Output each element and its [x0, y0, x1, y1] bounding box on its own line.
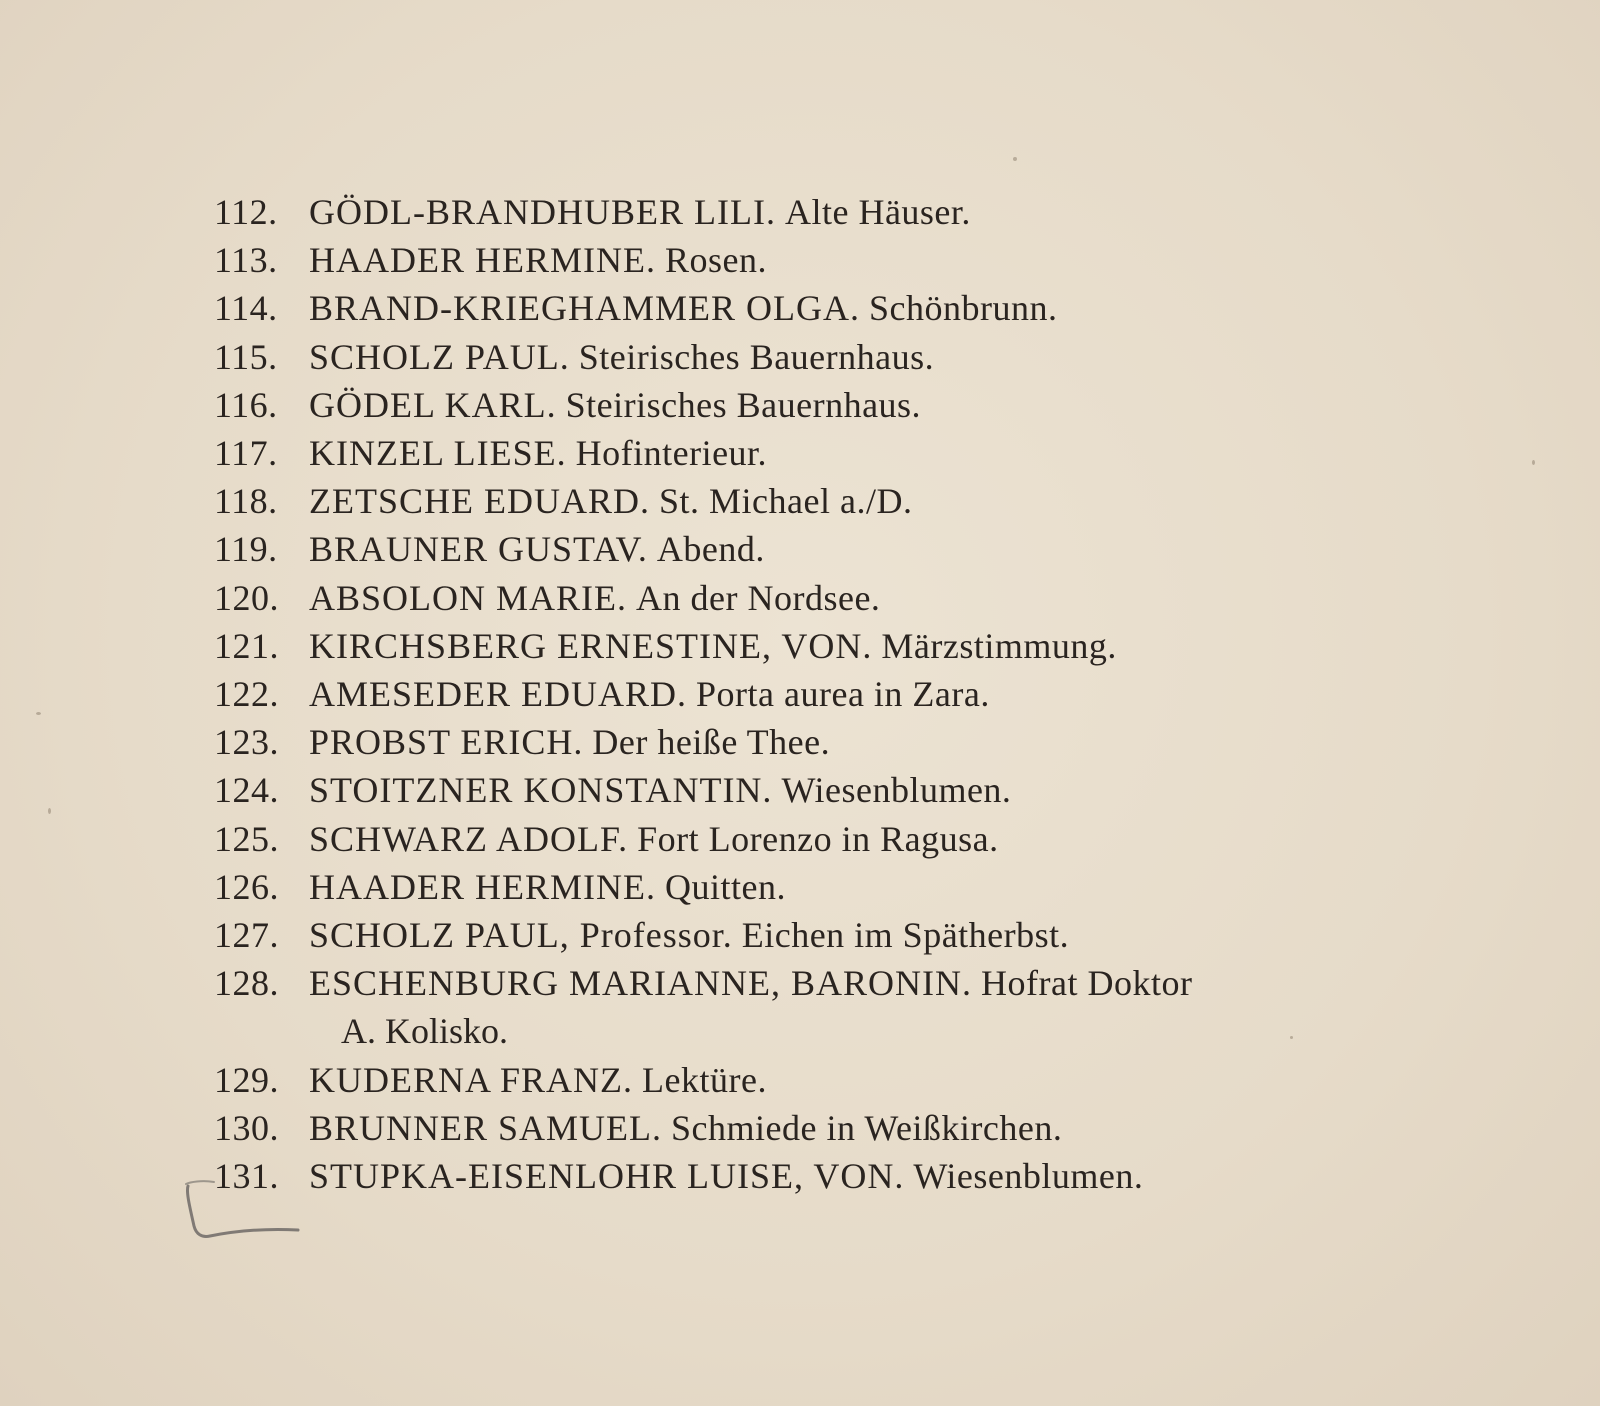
- entry-title: Rosen.: [664, 240, 767, 281]
- entry-text: [309, 574, 880, 622]
- catalog-entry: [214, 525, 1414, 573]
- entry-text: [309, 766, 1011, 814]
- entry-artist: ABSOLON MARIE.: [309, 577, 628, 618]
- entry-text: [309, 429, 767, 477]
- entry-artist: SCHWARZ ADOLF.: [309, 818, 629, 859]
- entry-number: 120.: [214, 577, 279, 618]
- entry-number: 125.: [214, 818, 279, 859]
- entry-artist: SCHOLZ PAUL, Professor.: [309, 915, 733, 956]
- entry-artist: KINZEL LIESE.: [309, 433, 567, 474]
- entry-number: 129.: [214, 1059, 279, 1100]
- catalog-entry: [214, 815, 1414, 863]
- entry-title-continuation: A. Kolisko.: [341, 1011, 509, 1052]
- catalog-entry: [214, 477, 1414, 525]
- entry-number: 119.: [214, 529, 278, 570]
- entry-artist: BRAND-KRIEGHAMMER OLGA.: [309, 288, 860, 329]
- entry-text: [309, 1056, 767, 1104]
- entry-text: [309, 236, 767, 284]
- entry-text: [309, 1104, 1062, 1152]
- pencil-bracket-mark: [180, 1178, 310, 1258]
- entry-artist: STUPKA-EISENLOHR LUISE, VON.: [309, 1156, 905, 1197]
- entry-number: 131.: [214, 1156, 279, 1197]
- catalog-entry: [214, 1104, 1414, 1152]
- entry-number: 130.: [214, 1107, 279, 1148]
- entry-title: Steirisches Bauernhaus.: [578, 336, 935, 377]
- entry-text: [309, 959, 1192, 1055]
- catalog-entry: [214, 188, 1414, 236]
- entry-text: [309, 670, 990, 718]
- entry-number: 121.: [214, 625, 279, 666]
- paper-speck: [1290, 1036, 1293, 1039]
- entry-text: [309, 911, 1069, 959]
- catalog-entry: [214, 959, 1414, 1055]
- entry-text: [309, 863, 786, 911]
- entry-number: 123.: [214, 722, 279, 763]
- entry-text: [309, 477, 912, 525]
- entry-title: Hofrat Doktor: [981, 963, 1193, 1004]
- catalog-entry: [214, 911, 1414, 959]
- entry-artist: KIRCHSBERG ERNESTINE, VON.: [309, 625, 873, 666]
- paper-speck: [48, 808, 51, 814]
- catalog-entry: [214, 1152, 1414, 1200]
- entry-number: 126.: [214, 866, 279, 907]
- entry-title: Alte Häuser.: [784, 192, 971, 232]
- entry-title: Der heiße Thee.: [592, 722, 831, 763]
- entry-text: [309, 1152, 1143, 1200]
- catalog-entry: [214, 381, 1414, 429]
- catalog-entry: [214, 284, 1414, 332]
- entry-title: Steirisches Bauernhaus.: [565, 384, 922, 425]
- entry-text: [309, 525, 765, 573]
- catalog-entry: [214, 574, 1414, 622]
- entry-number: 115.: [214, 336, 278, 377]
- paper-speck: [1532, 460, 1535, 465]
- entry-title: Wiesenblumen.: [913, 1156, 1144, 1197]
- entry-artist: STOITZNER KONSTANTIN.: [309, 770, 773, 811]
- entry-title: Quitten.: [664, 866, 786, 907]
- entry-artist: SCHOLZ PAUL.: [309, 336, 570, 377]
- entry-artist: HAADER HERMINE.: [309, 240, 656, 281]
- entry-text: [309, 718, 830, 766]
- catalog-list: [214, 188, 1414, 1200]
- entry-number: 127.: [214, 915, 279, 956]
- entry-text: [309, 381, 921, 429]
- paper-speck: [1013, 157, 1017, 161]
- entry-title: Hofinterieur.: [575, 433, 768, 474]
- entry-title: Abend.: [656, 529, 765, 570]
- entry-number: 122.: [214, 674, 279, 715]
- entry-number: 118.: [214, 481, 278, 522]
- entry-artist: BRUNNER SAMUEL.: [309, 1107, 663, 1148]
- entry-artist: AMESEDER EDUARD.: [309, 674, 688, 715]
- entry-title: Fort Lorenzo in Ragusa.: [637, 818, 999, 859]
- catalog-entry: [214, 333, 1414, 381]
- entry-artist: KUDERNA FRANZ.: [309, 1059, 634, 1100]
- catalog-entry: [214, 670, 1414, 718]
- entry-title: Schönbrunn.: [869, 288, 1058, 329]
- entry-text: [309, 333, 934, 381]
- entry-text: [309, 815, 999, 863]
- catalog-entry: [214, 622, 1414, 670]
- entry-title: Porta aurea in Zara.: [696, 674, 990, 715]
- catalog-entry: [214, 863, 1414, 911]
- catalog-entry: [214, 429, 1414, 477]
- entry-artist: PROBST ERICH.: [309, 722, 584, 763]
- entry-title: Wiesenblumen.: [781, 770, 1012, 811]
- entry-number: 128.: [214, 963, 279, 1004]
- entry-text: [309, 188, 971, 236]
- entry-artist: HAADER HERMINE.: [309, 866, 656, 907]
- entry-number: 116.: [214, 384, 278, 425]
- catalog-entry: [214, 236, 1414, 284]
- paper-speck: [36, 712, 41, 715]
- entry-number: 113.: [214, 240, 278, 281]
- entry-artist: BRAUNER GUSTAV.: [309, 529, 648, 570]
- entry-text: [309, 622, 1117, 670]
- entry-title: Lektüre.: [642, 1059, 767, 1100]
- entry-title: Schmiede in Weißkirchen.: [671, 1107, 1063, 1148]
- catalog-entry: [214, 766, 1414, 814]
- catalog-entry: [214, 718, 1414, 766]
- entry-artist: GÖDL-BRANDHUBER LILI.: [309, 192, 776, 232]
- catalog-entry: [214, 1056, 1414, 1104]
- entry-artist: ESCHENBURG MARIANNE, BARONIN.: [309, 963, 973, 1004]
- entry-number: 124.: [214, 770, 279, 811]
- entry-title: St. Michael a./D.: [659, 481, 913, 522]
- entry-number: 112.: [214, 192, 278, 232]
- entry-number: 114.: [214, 288, 278, 329]
- entry-number: 117.: [214, 433, 278, 474]
- entry-text: [309, 284, 1058, 332]
- entry-artist: ZETSCHE EDUARD.: [309, 481, 650, 522]
- entry-title: Märzstimmung.: [881, 625, 1117, 666]
- entry-artist: GÖDEL KARL.: [309, 384, 557, 425]
- entry-title: Eichen im Spätherbst.: [741, 915, 1070, 956]
- entry-title: An der Nordsee.: [636, 577, 881, 618]
